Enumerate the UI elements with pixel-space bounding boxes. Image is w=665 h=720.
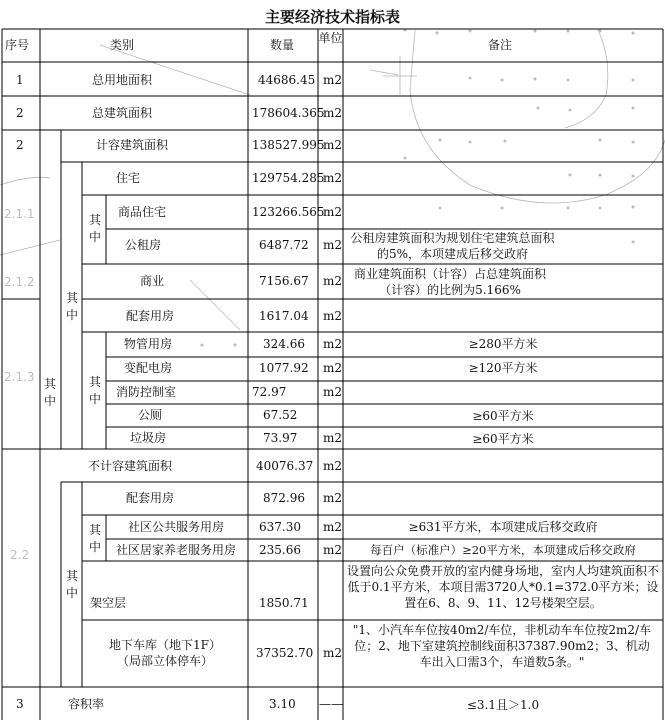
row-qty: 235.66 bbox=[259, 543, 301, 557]
row-name: 容积率 bbox=[68, 697, 105, 711]
header-qty: 数量 bbox=[270, 38, 295, 52]
row-qty: 67.52 bbox=[263, 408, 298, 422]
row-qty: 123266.565 bbox=[252, 205, 325, 219]
row-name: 架空层 bbox=[90, 596, 127, 610]
row-unit: m2 bbox=[323, 309, 343, 323]
row-unit: m2 bbox=[323, 361, 343, 375]
row-unit: m2 bbox=[323, 274, 343, 288]
row-unit: m2 bbox=[323, 491, 343, 505]
row-note: ≥60平方米 bbox=[472, 432, 534, 446]
row-name: 商品住宅 bbox=[118, 205, 167, 219]
row-note: ≥631平方米，本项建成后移交政府 bbox=[408, 520, 598, 534]
header-category: 类别 bbox=[110, 38, 135, 52]
row-name: 配套用房 bbox=[126, 309, 175, 323]
row-qty: 637.30 bbox=[259, 520, 301, 534]
row-no: 3 bbox=[16, 697, 24, 711]
header-unit: 单位 bbox=[318, 31, 343, 45]
row-note: 设置向公众免费开放的室内健身场地，室内人均建筑面积不低于0.1平方米，本项目需3720人*0.1=372.0平方米；设置在6、8、9、11、12号楼架空层。 bbox=[346, 564, 659, 610]
faint-mark: 2.2 bbox=[10, 548, 30, 562]
row-unit: m2 bbox=[323, 459, 343, 473]
row-no: 2 bbox=[16, 138, 24, 152]
row-name: 变配电房 bbox=[124, 361, 173, 375]
row-unit: m2 bbox=[323, 337, 343, 351]
row-qty: 44686.45 bbox=[258, 73, 316, 87]
row-unit: m2 bbox=[323, 171, 343, 185]
qizhong-label: 其中 bbox=[88, 213, 101, 244]
row-note: "1、小汽车车位按40m2/车位，非机动车车位按2m2/车位；2、地下室建筑控制线面积37387.90m2；3、机动车出入口需3个，车道数5条。" bbox=[352, 623, 652, 669]
row-note: 每百户（标准户）≥20平方米，本项建成后移交政府 bbox=[370, 543, 636, 557]
qizhong-label: 其中 bbox=[88, 523, 101, 554]
row-qty: 1850.71 bbox=[259, 596, 309, 610]
row-qty: 129754.285 bbox=[252, 171, 325, 185]
row-unit: m2 bbox=[323, 205, 343, 219]
row-no: 1 bbox=[16, 73, 24, 87]
row-name: 不计容建筑面积 bbox=[88, 459, 173, 473]
row-unit: m2 bbox=[323, 385, 343, 399]
row-qty: 872.96 bbox=[263, 491, 305, 505]
row-note: ≥280平方米 bbox=[468, 337, 538, 351]
row-name: 商业 bbox=[140, 274, 165, 288]
row-unit: m2 bbox=[323, 106, 343, 120]
row-note: ≥60平方米 bbox=[472, 409, 534, 423]
row-name: 地下车库（地下1F）（局部立体停车） bbox=[109, 638, 221, 668]
row-name: 总建筑面积 bbox=[92, 106, 153, 120]
table-title: 主要经济技术指标表 bbox=[264, 8, 400, 26]
row-name: 社区公共服务用房 bbox=[128, 520, 225, 534]
row-qty: 138527.995 bbox=[252, 138, 325, 152]
row-name: 社区居家养老服务用房 bbox=[116, 543, 237, 557]
row-qty: 72.97 bbox=[252, 385, 287, 399]
qizhong-label: 其中 bbox=[43, 377, 56, 408]
row-name: 公租房 bbox=[125, 238, 162, 252]
row-qty: 178604.365 bbox=[252, 106, 325, 120]
row-note: 商业建筑面积（计容）占总建筑面积（计容）的比例为5.166% bbox=[353, 267, 546, 297]
row-name: 住宅 bbox=[116, 171, 141, 185]
faint-mark: 2.1.1 bbox=[4, 207, 35, 221]
faint-mark: 2.1.3 bbox=[4, 370, 35, 384]
row-name: 总用地面积 bbox=[92, 73, 153, 87]
row-qty: 1077.92 bbox=[259, 361, 309, 375]
row-qty: 40076.37 bbox=[256, 459, 314, 473]
qizhong-label: 其中 bbox=[88, 375, 101, 406]
row-qty: 1617.04 bbox=[259, 309, 309, 323]
row-qty: 73.97 bbox=[263, 431, 298, 445]
row-unit: m2 bbox=[323, 520, 343, 534]
row-unit: m2 bbox=[323, 543, 343, 557]
row-name: 消防控制室 bbox=[116, 385, 177, 399]
row-unit: m2 bbox=[323, 646, 343, 660]
row-no: 2 bbox=[16, 106, 24, 120]
row-qty: 7156.67 bbox=[259, 274, 309, 288]
row-name: 公厕 bbox=[138, 408, 163, 422]
row-name: 垃圾房 bbox=[130, 431, 167, 445]
row-name: 计容建筑面积 bbox=[96, 138, 169, 152]
row-qty: 37352.70 bbox=[256, 646, 314, 660]
qizhong-label: 其中 bbox=[65, 569, 78, 600]
row-unit: m2 bbox=[323, 138, 343, 152]
row-note: 公租房建筑面积为规划住宅建筑总面积的5%，本项建成后移交政府 bbox=[350, 231, 555, 261]
row-unit: —— bbox=[319, 697, 343, 711]
row-qty: 324.66 bbox=[263, 337, 305, 351]
qizhong-label: 其中 bbox=[65, 291, 78, 322]
row-unit: m2 bbox=[323, 73, 343, 87]
row-unit: m2 bbox=[323, 238, 343, 252]
row-note: ≥120平方米 bbox=[468, 361, 538, 375]
row-qty: 3.10 bbox=[269, 697, 296, 711]
faint-mark: 2.1.2 bbox=[4, 275, 35, 289]
row-name: 物管用房 bbox=[124, 337, 173, 351]
row-note: ≤3.1且＞1.0 bbox=[466, 698, 540, 712]
row-unit: m2 bbox=[323, 431, 343, 445]
row-name: 配套用房 bbox=[126, 491, 175, 505]
header-no: 序号 bbox=[5, 38, 30, 52]
row-qty: 6487.72 bbox=[259, 238, 309, 252]
header-note: 备注 bbox=[488, 38, 513, 52]
